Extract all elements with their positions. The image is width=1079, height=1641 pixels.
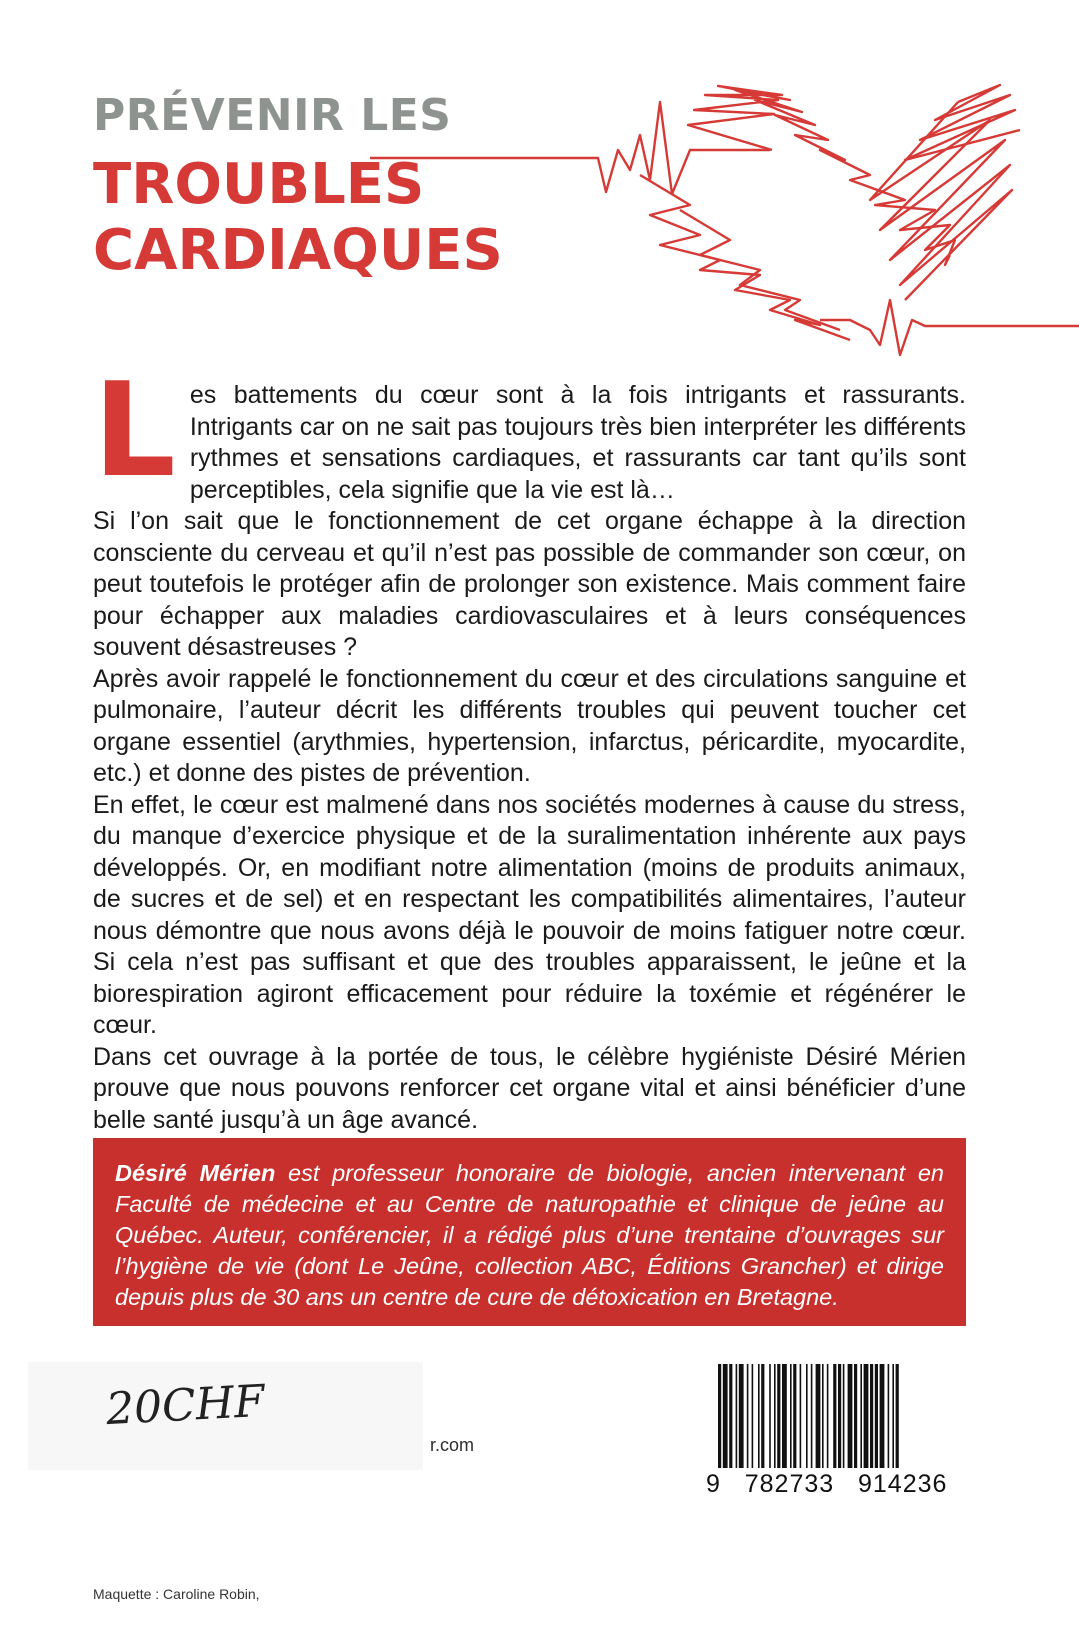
barcode-bar bbox=[739, 1364, 744, 1468]
barcode-bar bbox=[864, 1364, 869, 1468]
barcode-bar bbox=[888, 1364, 890, 1468]
barcode-bar bbox=[854, 1364, 857, 1468]
paragraph-1 bbox=[93, 354, 966, 506]
barcode bbox=[716, 1364, 966, 1468]
barcode-bar bbox=[833, 1364, 836, 1468]
barcode-bar bbox=[896, 1364, 899, 1468]
handwritten-price: 20CHF bbox=[104, 1375, 266, 1436]
barcode-bar bbox=[774, 1364, 776, 1468]
barcode-bar bbox=[816, 1364, 821, 1468]
layout-credit: Maquette : Caroline Robin, bbox=[93, 1586, 260, 1602]
paragraph-2: Si l’on sait que le fonctionnement de cet organe échappe à la direction consciente du cerveau et qu’il n’est pas possible de commander son cœur, on peut toutefois le protéger afin de prolonger son existence. Mais comment faire pour échapper aux maladies cardiovasculaires et à leurs conséquences souvent désastreuses ? bbox=[93, 507, 966, 661]
author-bio-box bbox=[93, 1138, 966, 1326]
barcode-bar bbox=[880, 1364, 885, 1468]
barcode-bar bbox=[777, 1364, 780, 1468]
barcode-bar bbox=[860, 1364, 862, 1468]
paragraph-3: Après avoir rappelé le fonctionnement du cœur et des circulations sanguine et pulmonaire, l’auteur décrit les différents troubles qui peuvent toucher cet organe essentiel (arythmies, hypertension, infarctus, péricardite, myocardite, etc.) et donne des pistes de prévention. bbox=[93, 664, 966, 787]
barcode-bar bbox=[752, 1364, 754, 1468]
barcode-bar bbox=[875, 1364, 878, 1468]
title-line-3: CARDIAQUES bbox=[93, 218, 503, 283]
barcode-bar bbox=[822, 1364, 824, 1468]
barcode-bar bbox=[892, 1364, 894, 1468]
barcode-bar bbox=[723, 1364, 728, 1468]
title-line-2: TROUBLES bbox=[93, 152, 425, 217]
barcode-bar bbox=[790, 1364, 792, 1468]
barcode-bar bbox=[811, 1364, 813, 1468]
barcode-bar bbox=[870, 1364, 873, 1468]
barcode-bar bbox=[843, 1364, 845, 1468]
paragraph-5: Dans cet ouvrage à la portée de tous, le célèbre hygiéniste Désiré Mérien prouve que nous pouvons renforcer cet organe vital et ainsi bénéficier d’une belle santé jusqu’à un âge avancé. bbox=[93, 1042, 966, 1134]
barcode-bar bbox=[793, 1364, 796, 1468]
barcode-bar bbox=[747, 1364, 749, 1468]
barcode-bar bbox=[848, 1364, 853, 1468]
barcode-bar bbox=[761, 1364, 764, 1468]
website-text: r.com bbox=[430, 1435, 475, 1455]
title-line-1: PRÉVENIR LES bbox=[93, 90, 452, 141]
barcode-bar bbox=[782, 1364, 787, 1468]
barcode-bar bbox=[718, 1364, 721, 1468]
isbn-number: 9 782733 914236 bbox=[706, 1470, 948, 1498]
barcode-bar bbox=[838, 1364, 841, 1468]
paragraph-1-text: es battements du cœur sont à la fois intrigants et rassurants. Intrigants car on ne sait pas toujours très bien interpréter les différents rythmes et sensations cardiaques, et rassurants car tant qu’ils sont perceptibles, cela signifie que la vie est là… bbox=[189, 381, 966, 504]
author-bio-text: est professeur honoraire de biologie, ancien intervenant en Faculté de médecine et au Centre de naturopathie et clinique de jeûne au Québec. Auteur, conférencier, il a rédigé plus d’une trentaine d’ouvrages sur l’hygiène de vie (dont Le Jeûne, collection ABC, Éditions Grancher) et dirige depuis plus de 30 ans un centre de cure de détoxication en Bretagne. bbox=[115, 1160, 944, 1310]
drop-cap: L bbox=[93, 354, 176, 506]
back-cover-text bbox=[93, 354, 966, 1136]
barcode-bar bbox=[800, 1364, 802, 1468]
barcode-bar bbox=[769, 1364, 771, 1468]
paragraph-4: En effet, le cœur est malmené dans nos sociétés modernes à cause du stress, du manque d’exercice physique et de la suralimentation inhérente aux pays développés. Or, en modifiant notre alimentation (moins de produits animaux, de sucres et de sel) et en respectant les compatibilités alimentaires, l’auteur nous démontre que nous avons déjà le pouvoir de moins fatiguer notre cœur. Si cela n’est pas suffisant et que des troubles apparaissent, le jeûne et la biorespiration agiront efficacement pour réduire la toxémie et régénérer le cœur. bbox=[93, 790, 966, 1039]
barcode-bar bbox=[729, 1364, 732, 1468]
barcode-bar bbox=[827, 1364, 829, 1468]
title-main bbox=[93, 152, 503, 284]
author-name: Désiré Mérien bbox=[115, 1160, 276, 1186]
barcode-bar bbox=[806, 1364, 808, 1468]
barcode-bar bbox=[758, 1364, 760, 1468]
barcode-bar bbox=[736, 1364, 738, 1468]
